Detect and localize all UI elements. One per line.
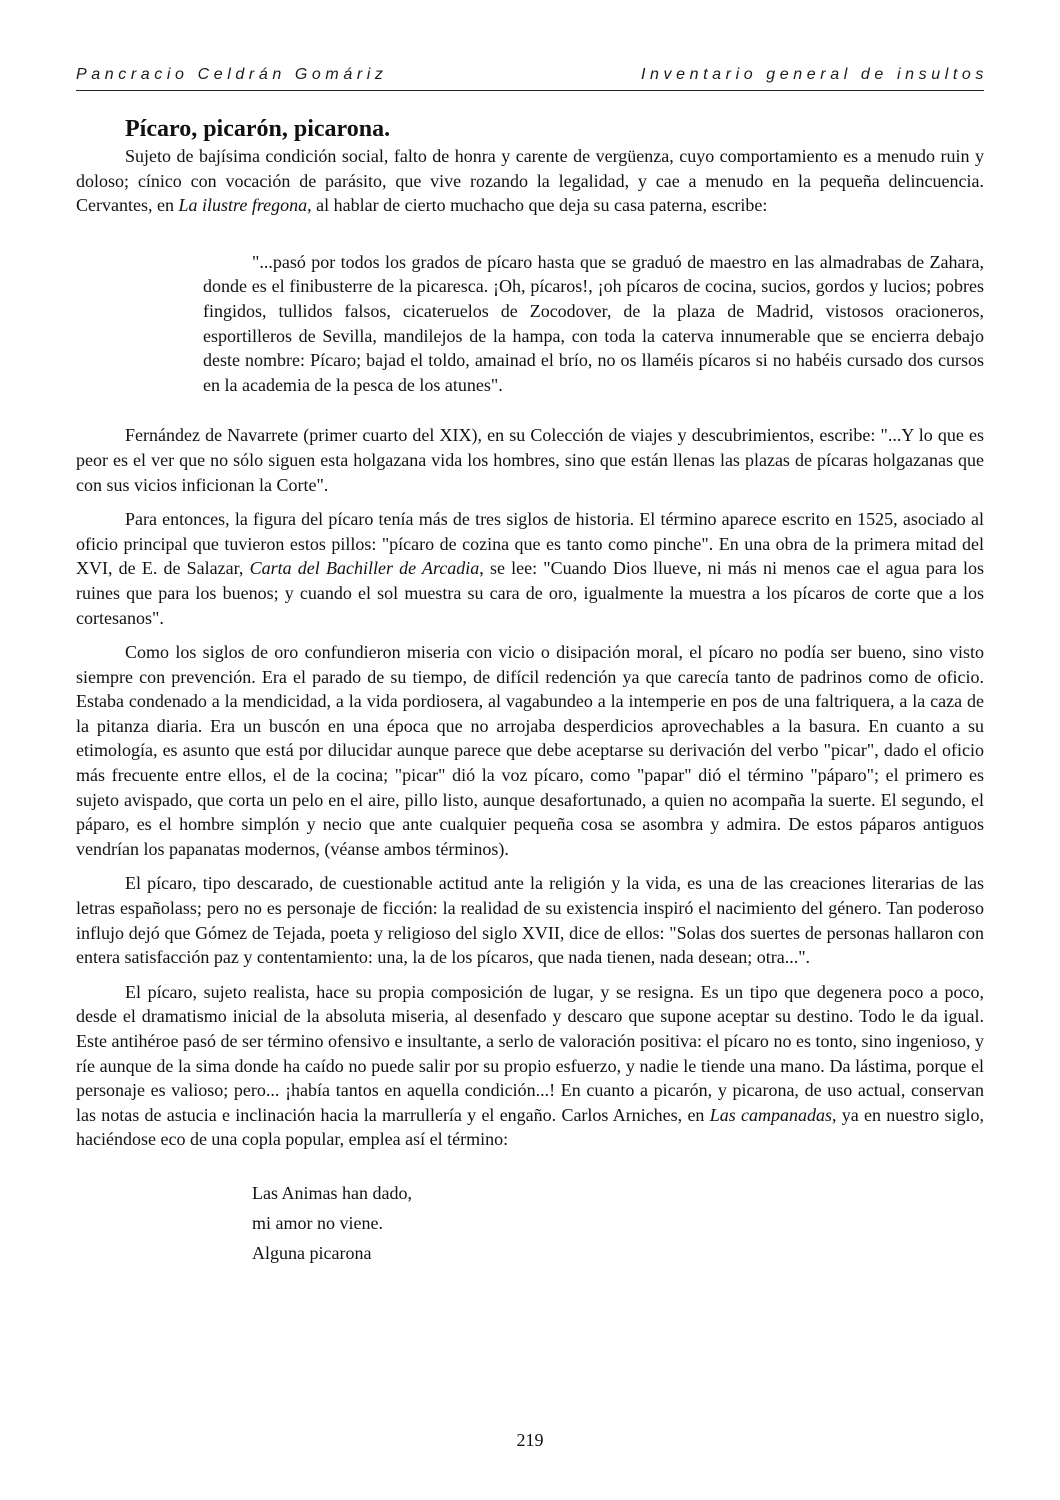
paragraph-1-text-b: , al hablar de cierto muchacho que deja su casa paterna, escribe: bbox=[307, 195, 768, 216]
work-title-la-ilustre-fregona: La ilustre fregona bbox=[178, 195, 308, 216]
work-title-carta-del-bachiller: Carta del Bachiller de Arcadia bbox=[249, 558, 480, 579]
paragraph-3-text-b: , se lee: "Cuando Dios llueve, ni más ni menos cae el agua para los ruines que para los buenos; y cuando el sol muestra su cara de oro, igualmente la muestra a los pícaros de corte que a los cortesanos". bbox=[76, 558, 984, 628]
block-quote bbox=[203, 250, 984, 398]
verse-quote bbox=[252, 1178, 984, 1268]
paragraph-6-text-b: , ya en nuestro siglo, haciéndose eco de una copla popular, emplea así el término: bbox=[76, 1104, 985, 1150]
paragraph-1-text-a: Sujeto de bajísima condición social, falto de honra y carente de vergüenza, cuyo comportamiento es a menudo ruin y doloso; cínico con vocación de parásito, que vive rozando la legalidad, y cae a menudo en la pequeña delincuencia. Cervantes, en bbox=[76, 146, 984, 216]
verse-line: Las Animas han dado, bbox=[252, 1182, 412, 1203]
running-header bbox=[76, 66, 988, 91]
paragraph-4: Como los siglos de oro confundieron miseria con vicio o disipación moral, el pícaro no podía ser bueno, sino visto siempre con prevención. Era el parado de su tiempo, de difícil redención ya que carecía tanto de padrinos como de oficio. Estaba condenado a la mendicidad, a la vida pordiosera, al vagabundeo a la intemperie en pos de una faltriquera, a la caza de la pitanza diaria. Era un buscón en una época que no arrojaba desperdicios aprovechables a la basura. En cuanto a su etimología, es asunto que está por dilucidar aunque parece que debe aceptarse su derivación del verbo "picar", dado el oficio más frecuente entre ellos, el de la cocina; "picar" dió la voz pícaro, como "papar" dió el término "páparo"; el primero es sujeto avispado, que corta un pelo en el aire, pillo listo, aunque desafortunado, a quien no acompaña la suerte. El segundo, el páparo, es el hombre simplón y necio que ante cualquier pequeña cosa se asombra y admira. De estos páparos antiguos vendrían los papanatas modernos, (véanse ambos términos). bbox=[76, 642, 984, 859]
paragraph-6-text-a: El pícaro, sujeto realista, hace su propia composición de lugar, y se resigna. Es un tipo que degenera poco a poco, desde el dramatismo inicial de la absoluta miseria, al desenfado y descaro que supone aceptar su destino. Todo le da igual. Este antihéroe pasó de ser término ofensivo e insultante, a serlo de valoración positiva: el pícaro no es tonto, sino ingenioso, y ríe aunque de la sima donde ha caído no puede salir por su propio esfuerzo, y nadie le tiende una mano. Da lástima, porque el personaje es valioso; pero... ¡había tantos en aquella condición...! En cuanto a picarón, y picarona, de uso actual, conservan las notas de astucia e inclinación hacia la marrullería y el engaño. Carlos Arniches, en bbox=[76, 981, 984, 1125]
block-quote-text: "...pasó por todos los grados de pícaro hasta que se graduó de maestro en las almadrabas de Zahara, donde es el finibusterre de la picaresca. ¡Oh, pícaros!, ¡oh pícaros de cocina, sucios, gordos y lucios; pobres fingidos, tullidos falsos, cicateruelos de Zocodover, de la plaza de Madrid, vistosos oracioneros, esportilleros de Sevilla, mandilejos de la hampa, con toda la caterva innumerable que se encierra debajo deste nombre: Pícaro; bajad el toldo, amainad el brío, no os llaméis pícaros si no habéis cursado dos cursos en la academia de la pesca de los atunes". bbox=[203, 251, 984, 395]
paragraph-2: Fernández de Navarrete (primer cuarto del XIX), en su Colección de viajes y descubrimientos, escribe: "...Y lo que es peor es el ver que no sólo siguen esta holgazana vida los hombres, sino que están llenas las plazas de pícaras holgazanas que con sus vicios inficionan la Corte". bbox=[76, 425, 984, 495]
work-title-las-campanadas: Las campanadas bbox=[709, 1104, 832, 1125]
entry-title: Pícaro, picarón, picarona. bbox=[125, 116, 391, 142]
header-author: Pancracio Celdrán Gomáriz bbox=[76, 66, 388, 83]
entry-body bbox=[76, 114, 984, 1268]
paragraph-6 bbox=[76, 980, 984, 1152]
verse-line: Alguna picarona bbox=[252, 1242, 372, 1263]
paragraph-3-text-a: Para entonces, la figura del pícaro tenía más de tres siglos de historia. El término aparece escrito en 1525, asociado al oficio principal que tuvieron estos pillos: "pícaro de cozina que es tanto como pinche". En una obra de la primera mitad del XVI, de E. de Salazar, bbox=[76, 509, 984, 579]
verse-line: mi amor no viene. bbox=[252, 1212, 383, 1233]
paragraph-5: El pícaro, tipo descarado, de cuestionable actitud ante la religión y la vida, es una de las creaciones literarias de las letras españolass; pero no es personaje de ficción: la realidad de su existencia inspiró el nacimiento del género. Tan poderoso influjo dejó que Gómez de Tejada, poeta y religioso del siglo XVII, dice de ellos: "Solas dos suertes de personas hallaron con entera satisfacción paz y contentamiento: una, la de los pícaros, que nada tienen, nada desean; otra...". bbox=[76, 873, 984, 968]
header-book-title: Inventario general de insultos bbox=[640, 66, 988, 83]
page-number: 219 bbox=[516, 1430, 544, 1450]
paragraph-3 bbox=[76, 507, 984, 630]
paragraph-1 bbox=[76, 144, 984, 218]
